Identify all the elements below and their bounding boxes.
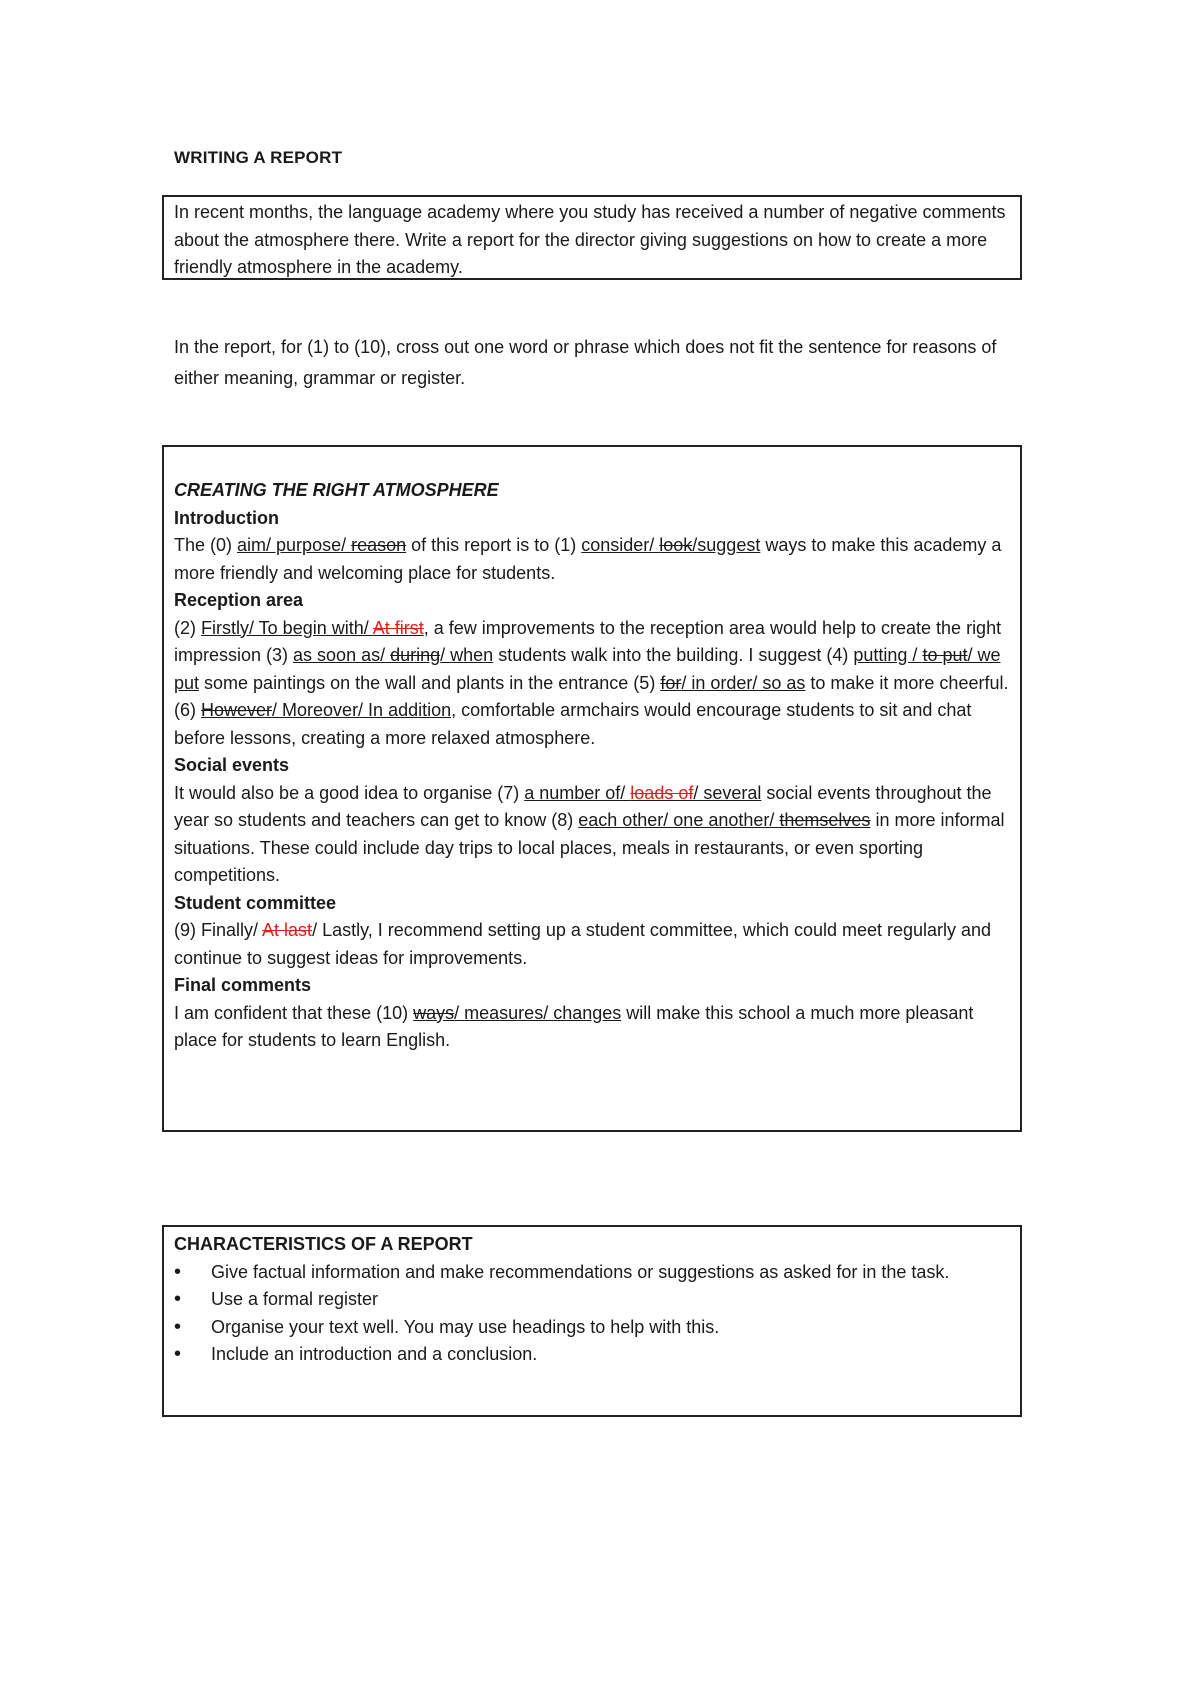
- option-crossed-out-red: At first: [372, 617, 424, 638]
- option-text: aim/ purpose/: [237, 535, 352, 555]
- characteristics-list: [174, 1259, 1010, 1369]
- option-underlined: [660, 673, 805, 693]
- list-item: • Organise your text well. You may use headings to help with this.: [174, 1314, 1010, 1342]
- text-run: will make this school a much more pleasant place for students to learn English.: [174, 1002, 974, 1050]
- option-text: / Moreover/ In addition: [272, 700, 452, 720]
- task-text: In recent months, the language academy where you study has received a number of negative comments about the atmosphere there. Write a report for the director giving suggestions on how to create a more friendly atmosphere in the academy.: [174, 202, 1006, 277]
- text-run: social events throughout the year so students and teachers can get to know (8): [174, 782, 992, 830]
- page-title: WRITING A REPORT: [174, 148, 343, 167]
- text-run: , a few improvements to the reception area would help to create the right impression (3): [174, 617, 1002, 665]
- reception-paragraph: [174, 615, 1010, 753]
- option-text: putting /: [853, 645, 923, 665]
- option-underlined: [201, 618, 424, 638]
- text-run: in more informal situations. These could include day trips to local places, meals in restaurants, or even sporting competitions.: [174, 810, 1005, 885]
- section-heading-committee: Student committee: [174, 892, 337, 913]
- section-heading-introduction: Introduction: [174, 507, 279, 528]
- option-text: / in order/ so as: [681, 672, 806, 693]
- option-text: consider/: [581, 535, 660, 555]
- option-text: a number of/: [524, 782, 631, 803]
- option-text: Firstly/ To begin with/: [201, 617, 373, 638]
- option-crossed-out: look: [659, 535, 693, 555]
- option-text: as soon as/: [293, 645, 391, 665]
- option-text: / we put: [174, 645, 1001, 693]
- option-underlined: [524, 783, 761, 803]
- introduction-paragraph: [174, 532, 1010, 587]
- section-heading-final: Final comments: [174, 975, 312, 995]
- option-text: / when: [440, 645, 494, 665]
- text-run: (2): [174, 617, 201, 638]
- option-crossed-out: reason: [351, 535, 407, 555]
- section-heading-reception: Reception area: [174, 590, 304, 610]
- option-crossed-out: to put: [922, 645, 968, 665]
- option-underlined: [581, 535, 760, 555]
- option-underlined: [237, 535, 406, 555]
- option-crossed-out: ways: [413, 1002, 455, 1023]
- option-underlined: [201, 700, 451, 720]
- option-text: / measures/ changes: [454, 1002, 622, 1023]
- option-underlined: [578, 810, 870, 830]
- list-item: • Give factual information and make recommendations or suggestions as asked for in the task.: [174, 1259, 1010, 1287]
- characteristics-title: CHARACTERISTICS OF A REPORT: [174, 1234, 473, 1254]
- text-run: / Lastly, I recommend setting up a student committee, which could meet regularly and continue to suggest ideas for improvements.: [174, 920, 992, 968]
- option-crossed-out-red: At last: [262, 920, 313, 940]
- report-box: [162, 445, 1022, 1132]
- list-item: • Include an introduction and a conclusion.: [174, 1341, 1010, 1369]
- text-run: (9) Finally/: [174, 920, 263, 940]
- report-title: CREATING THE RIGHT ATMOSPHERE: [174, 480, 499, 500]
- text-run: students walk into the building. I suggest (4): [493, 645, 854, 665]
- option-crossed-out: during: [390, 645, 441, 665]
- text-run: I am confident that these (10): [174, 1002, 414, 1023]
- text-run: The (0): [174, 535, 238, 555]
- option-crossed-out-red: loads of: [630, 782, 694, 803]
- option-crossed-out: However: [201, 700, 273, 720]
- option-crossed-out: themselves: [779, 810, 871, 830]
- option-text: / several: [693, 782, 762, 803]
- option-underlined: [413, 1003, 621, 1023]
- option-text: each other/ one another/: [578, 810, 780, 830]
- section-heading-social: Social events: [174, 755, 290, 775]
- list-item: • Use a formal register: [174, 1286, 1010, 1314]
- social-paragraph: [174, 780, 1010, 890]
- characteristics-box: [162, 1225, 1022, 1417]
- text-run: ways to make this academy a more friendly and welcoming place for students.: [174, 535, 1002, 583]
- final-paragraph: [174, 1000, 1010, 1055]
- option-crossed-out: for: [660, 672, 682, 693]
- option-underlined: [293, 645, 493, 665]
- committee-paragraph: [174, 917, 1010, 972]
- task-box: [162, 195, 1022, 280]
- text-run: It would also be a good idea to organise (7): [174, 782, 525, 803]
- option-text: /suggest: [692, 535, 761, 555]
- instructions-text: In the report, for (1) to (10), cross out one word or phrase which does not fit the sentence for reasons of either meaning, grammar or register.: [174, 337, 997, 388]
- text-run: some paintings on the wall and plants in the entrance (5): [199, 672, 661, 693]
- text-run: , comfortable armchairs would encourage students to sit and chat before lessons, creating a more relaxed atmosphere.: [174, 700, 972, 748]
- text-run: of this report is to (1): [406, 535, 582, 555]
- text-run: to make it more cheerful. (6): [174, 672, 1009, 720]
